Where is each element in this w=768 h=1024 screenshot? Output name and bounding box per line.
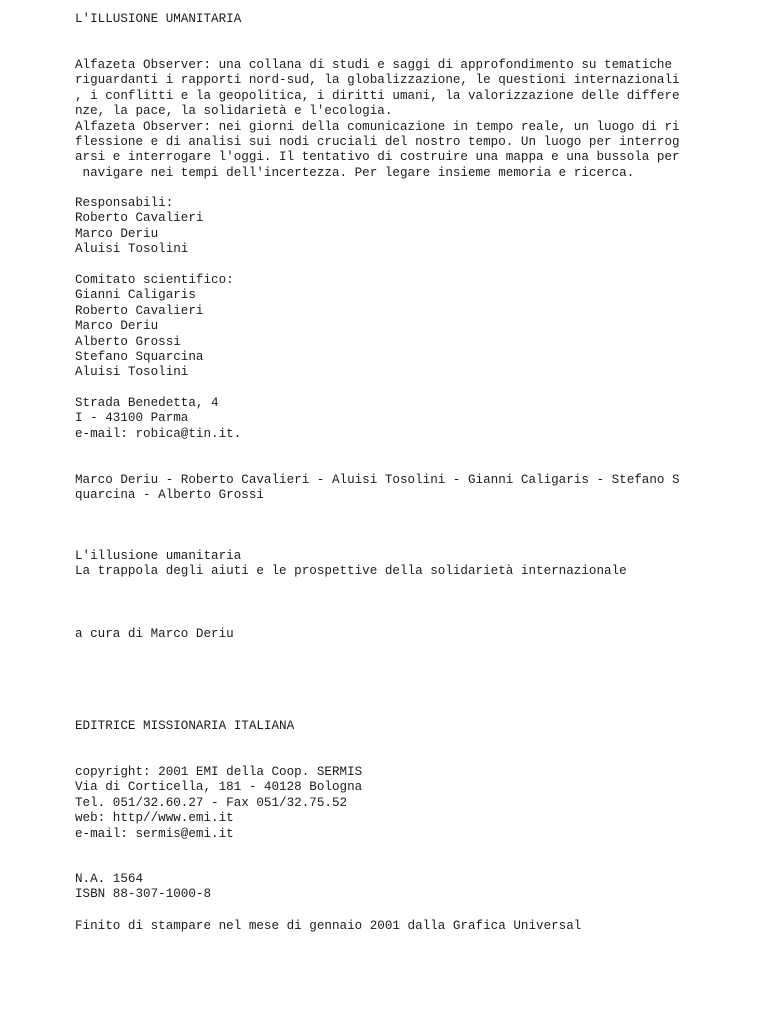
printing-note: Finito di stampare nel mese di gennaio 2001 dalla Grafica Universal <box>75 919 582 933</box>
book-title: L'illusione umanitaria La trappola degli aiuti e le prospettive della solidarietà internazionale <box>75 549 627 579</box>
address-block: Strada Benedetta, 4 I - 43100 Parma e-mail: robica@tin.it. <box>75 396 242 441</box>
copyright-block: copyright: 2001 EMI della Coop. SERMIS Via di Corticella, 181 - 40128 Bologna Tel. 051/32.60.27 - Fax 051/32.75.52 web: http//www.emi.it e-mail: sermis@emi.it <box>75 765 363 841</box>
responsabili-list: Responsabili: Roberto Cavalieri Marco Deriu Aluisi Tosolini <box>75 196 204 257</box>
document-title: L'ILLUSIONE UMANITARIA <box>75 12 242 26</box>
authors-line: Marco Deriu - Roberto Cavalieri - Aluisi Tosolini - Gianni Caligaris - Stefano S quarcina - Alberto Grossi <box>75 473 680 503</box>
series-description: Alfazeta Observer: una collana di studi e saggi di approfondimento su tematiche riguardanti i rapporti nord-sud, la globalizzazione, le questioni internazionali , i conflitti e la geopolitica, i diritti umani, la valorizzazione delle differe nze, la pace, la solidarietà e l'ecologia. Alfazeta Observer: nei giorni della comunicazione in tempo reale, un luogo di ri flessione e di analisi sui nodi cruciali del nostro tempo. Un luogo per interrog arsi e interrogare l'oggi. Il tentativo di costruire una mappa e una bussola per navigare nei tempi dell'incertezza. Per legare insieme memoria e ricerca. <box>75 58 680 180</box>
comitato-scientifico-list: Comitato scientifico: Gianni Caligaris Roberto Cavalieri Marco Deriu Alberto Grossi Stefano Squarcina Aluisi Tosolini <box>75 273 234 380</box>
isbn-block: N.A. 1564 ISBN 88-307-1000-8 <box>75 872 212 902</box>
publisher-name: EDITRICE MISSIONARIA ITALIANA <box>75 719 295 733</box>
curator-line: a cura di Marco Deriu <box>75 627 234 641</box>
